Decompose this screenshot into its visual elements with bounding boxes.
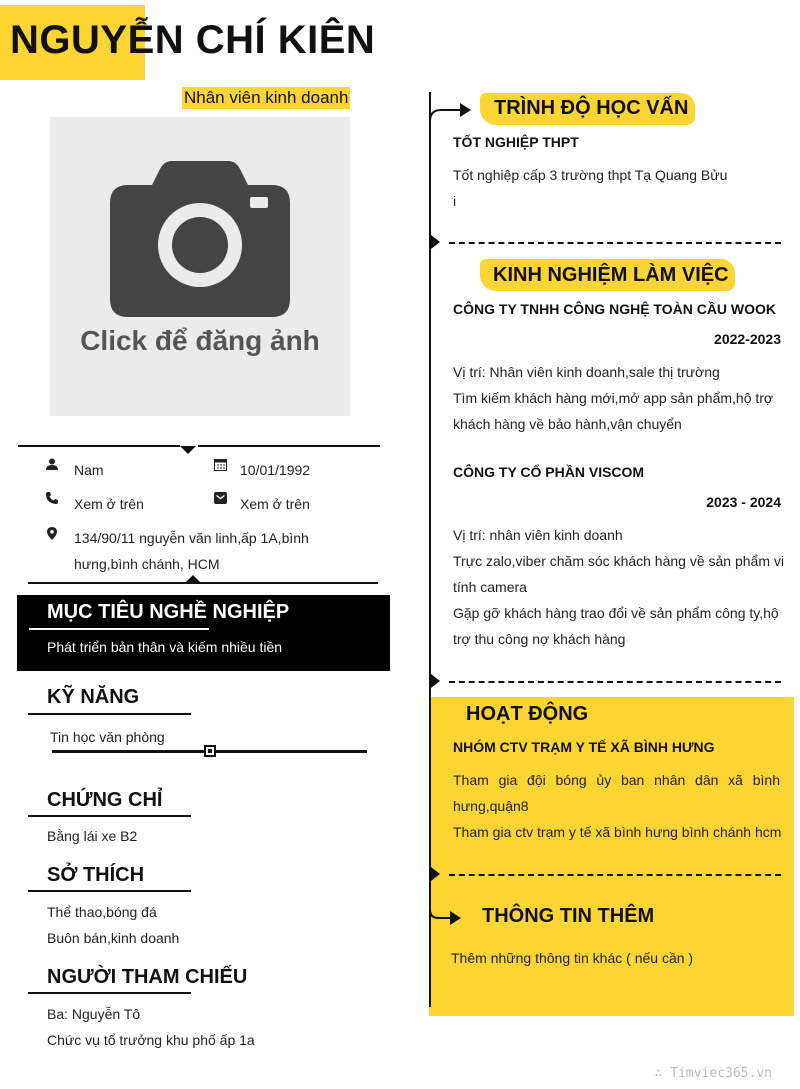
gender-value[interactable]: Nam xyxy=(74,462,104,478)
certificates-underline xyxy=(28,815,191,817)
dashed-divider xyxy=(449,681,781,683)
extra-title: THÔNG TIN THÊM xyxy=(482,905,655,927)
divider-arrow xyxy=(185,575,201,583)
references-title: NGƯỜI THAM CHIẾU xyxy=(47,966,248,988)
watermark: ∴ Timviec365.vn xyxy=(654,1066,772,1081)
activity-detail[interactable]: Tham gia đội bóng ủy ban nhân dân xã bình xyxy=(453,772,780,788)
calendar-icon xyxy=(213,458,227,474)
email-value[interactable]: Xem ở trên xyxy=(240,496,310,512)
job-position[interactable]: Nhân viên kinh doanh xyxy=(184,88,349,107)
activity-detail[interactable]: hưng,quận8 xyxy=(453,798,529,814)
dashed-divider xyxy=(449,874,781,876)
job-detail[interactable]: Vị trí: nhân viên kinh doanh xyxy=(453,527,623,543)
company-name[interactable]: CÔNG TY CỔ PHẦN VISCOM xyxy=(453,464,645,480)
company-name[interactable]: CÔNG TY TNHH CÔNG NGHỆ TOÀN CẦU WOOK xyxy=(453,301,777,317)
certificates-title: CHỨNG CHỈ xyxy=(47,789,163,811)
timeline-marker xyxy=(431,235,440,249)
job-detail[interactable]: Gặp gỡ khách hàng trao đổi về sản phẩm công ty,hộ xyxy=(453,605,779,621)
objective-section xyxy=(17,595,390,671)
hobby-item[interactable]: Buôn bán,kinh doanh xyxy=(47,930,180,946)
extra-text[interactable]: Thêm những thông tin khác ( nếu cần ) xyxy=(451,950,694,966)
birthday-value[interactable]: 10/01/1992 xyxy=(240,462,311,478)
job-period[interactable]: 2022-2023 xyxy=(714,331,781,347)
job-detail[interactable]: trợ thu công nợ khách hàng xyxy=(453,631,626,647)
job-detail[interactable]: Tìm kiếm khách hàng mới,mở app sản phẩm,hộ trợ xyxy=(453,390,774,406)
job-detail[interactable]: khách hàng về bảo hành,vận chuyển xyxy=(453,416,682,432)
objective-title: MỤC TIÊU NGHỀ NGHIỆP xyxy=(47,601,290,623)
education-line[interactable]: i xyxy=(453,193,457,209)
objective-underline xyxy=(29,628,209,630)
skills-underline xyxy=(28,713,191,715)
certificate-item[interactable]: Bằng lái xe B2 xyxy=(47,828,138,844)
camera-icon xyxy=(110,161,290,321)
skill-name[interactable]: Tin học văn phòng xyxy=(50,729,165,745)
candidate-name[interactable]: NGUYỄN CHÍ KIÊN xyxy=(10,18,376,62)
hobbies-title: SỞ THÍCH xyxy=(47,864,145,886)
activity-detail[interactable]: Tham gia ctv trạm y tế xã bình hưng bình chánh hcm xyxy=(453,824,782,840)
location-icon xyxy=(45,527,59,543)
photo-upload-label: Click để đăng ảnh xyxy=(80,325,320,356)
user-icon xyxy=(45,458,59,473)
divider xyxy=(198,445,380,447)
hobby-item[interactable]: Thể thao,bóng đá xyxy=(47,904,157,920)
phone-icon xyxy=(45,492,59,507)
reference-item[interactable]: Chức vụ tổ trưởng khu phố ấp 1a xyxy=(47,1032,255,1048)
phone-value[interactable]: Xem ở trên xyxy=(74,496,144,512)
skill-level-handle[interactable] xyxy=(204,745,216,757)
job-detail[interactable]: Vị trí: Nhân viên kinh doanh,sale thị trường xyxy=(453,364,720,380)
activity-org[interactable]: NHÓM CTV TRẠM Y TẾ XÃ BÌNH HƯNG xyxy=(453,739,715,755)
education-degree[interactable]: TỐT NGHIỆP THPT xyxy=(453,134,579,150)
job-period[interactable]: 2023 - 2024 xyxy=(706,494,781,510)
divider xyxy=(18,445,180,447)
address-line-1[interactable]: 134/90/11 nguyễn văn linh,ấp 1A,bình xyxy=(74,530,309,546)
experience-title: KINH NGHIỆM LÀM VIỆC xyxy=(493,264,729,286)
email-icon xyxy=(213,492,227,507)
reference-item[interactable]: Ba: Nguyễn Tô xyxy=(47,1006,141,1022)
job-detail[interactable]: tính camera xyxy=(453,579,527,595)
education-title: TRÌNH ĐỘ HỌC VẤN xyxy=(494,97,689,119)
address-line-2[interactable]: hưng,bình chánh, HCM xyxy=(74,556,220,572)
dashed-divider xyxy=(449,242,781,244)
job-detail[interactable]: Trực zalo,viber chăm sóc khách hàng về sản phẩm vi xyxy=(453,553,785,569)
arrow-right-icon xyxy=(429,99,473,123)
references-underline xyxy=(28,992,191,994)
photo-upload[interactable] xyxy=(50,117,350,416)
activities-title: HOẠT ĐỘNG xyxy=(466,703,589,725)
objective-text[interactable]: Phát triển bản thân và kiếm nhiều tiền xyxy=(47,639,283,655)
timeline-marker xyxy=(431,867,440,881)
hobbies-underline xyxy=(28,890,191,892)
education-line[interactable]: Tốt nghiệp cấp 3 trường thpt Tạ Quang Bửu xyxy=(453,167,728,183)
timeline-marker xyxy=(431,674,440,688)
divider xyxy=(28,582,378,584)
arrow-right-icon xyxy=(429,898,463,932)
divider-arrow xyxy=(180,446,196,454)
skills-title: KỸ NĂNG xyxy=(47,686,140,708)
